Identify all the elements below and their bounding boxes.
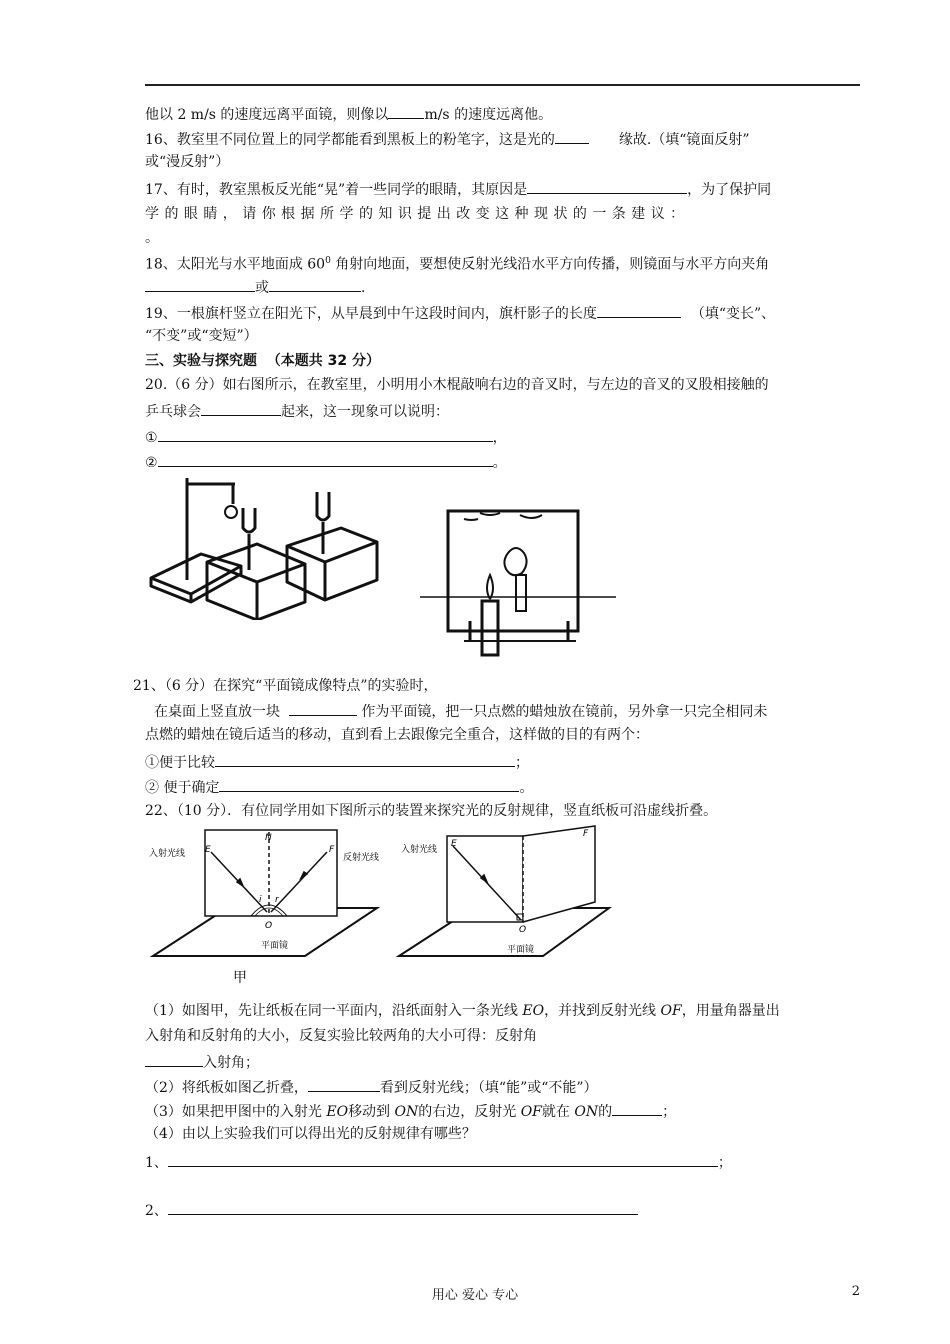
- incident-label-a: 入射光线: [149, 849, 186, 859]
- footer-text: 用心 爱心 专心: [431, 1288, 519, 1303]
- point-o-a: O: [265, 921, 273, 931]
- q16-line2: 或“漫反射”）: [145, 154, 230, 170]
- point-e-b: E: [451, 839, 457, 849]
- q20-item1: ① ，: [145, 427, 507, 447]
- q21-line1: 21、（6 分）在探究“平面镜成像特点”的实验时，: [133, 678, 438, 694]
- point-e-a: E: [205, 845, 211, 855]
- point-f-b: F: [583, 829, 589, 839]
- q22-p1-line1: （1）如图甲，先让纸板在同一平面内，沿纸面射入一条光线 EO，并找到反射光线 OF，用量角器量出: [145, 1003, 780, 1019]
- q20-item2: ② 。: [145, 452, 507, 472]
- caption-a: 甲: [233, 970, 247, 986]
- q22-p3: （3）如果把甲图中的入射光 EO移动到 ON的右边，反射光 OF就在 ON的 ；: [145, 1101, 676, 1121]
- candle-mirror-figure: [420, 505, 620, 665]
- reflected-label-a: 反射光线: [343, 853, 380, 863]
- q18-line2: 或 .: [145, 277, 365, 297]
- page-number: 2: [851, 1284, 860, 1299]
- q22-p2: （2）将纸板如图乙折叠， 看到反射光线；（填“能”或“不能”）: [145, 1077, 598, 1097]
- q17-line2: 学 的 眼 睛 ， 请 你 根 据 所 学 的 知 识 提 出 改 变 这 种 现 状 的 一 条 建 议 ：: [145, 206, 685, 222]
- q17-line1: 17、有时，教室黑板反光能“晃”着一些同学的眼睛，其原因是 ，为了保护同: [145, 179, 771, 199]
- point-o-b: O: [519, 925, 527, 935]
- q21-line3: 点燃的蜡烛在镜后适当的移动，直到看上去跟像完全重合，这样做的目的有两个：: [145, 727, 649, 743]
- q20-line2: 乒乓球会 起来，这一现象可以说明：: [145, 401, 449, 421]
- q22-p1-line3: 入射角；: [145, 1052, 259, 1072]
- reflection-figure-b: [395, 822, 615, 972]
- q22-line1: 22、（10 分）．有位同学用如下图所示的装置来探究光的反射规律，竖直纸板可沿虚线折叠。: [145, 803, 718, 819]
- q22-answer2: 2、: [145, 1200, 638, 1220]
- q22-p4: （4）由以上实验我们可以得出光的反射规律有哪些？: [145, 1126, 476, 1142]
- q15-continuation: 他以 2 m/s 的速度远离平面镜，则像以 m/s 的速度远离他。: [145, 104, 552, 124]
- reflection-figure-a: [145, 822, 385, 987]
- q16-line1: 16、教室里不同位置上的同学都能看到黑板上的粉笔字，这是光的 缘故.（填“镜面反射”: [145, 129, 750, 149]
- point-f-a: F: [329, 845, 335, 855]
- q21-line2: 在桌面上竖直放一块 作为平面镜，把一只点燃的蜡烛放在镜前，另外拿一只完全相同未: [154, 701, 767, 721]
- q22-answer1: 1、 ；: [145, 1152, 732, 1172]
- angle-r: r: [275, 895, 279, 905]
- angle-i: i: [259, 895, 262, 905]
- q22-p1-line2: 入射角和反射角的大小，反复实验比较两角的大小可得：反射角: [145, 1028, 537, 1044]
- point-n-a: N: [265, 833, 272, 843]
- header-rule: [145, 84, 860, 86]
- q19-line1: 19、一根旗杆竖立在阳光下，从早晨到中午这段时间内，旗杆影子的长度 （填“变长”、: [145, 303, 775, 323]
- incident-label-b: 入射光线: [401, 845, 438, 855]
- q19-line2: “不变”或“变短”）: [145, 328, 258, 344]
- mirror-label-a: 平面镜: [261, 941, 289, 951]
- section3-title: 三、实验与探究题 （本题共 32 分）: [145, 353, 380, 369]
- q18-line1: 18、太阳光与水平地面成 $60^0$ 角射向地面，要想使反射光线沿水平方向传播，则镜面与水平方向夹角: [145, 256, 770, 273]
- q17-line3: 。: [145, 230, 159, 246]
- q21-item2: ② 便于确定 。: [145, 777, 533, 797]
- mirror-label-b: 平面镜: [507, 945, 535, 955]
- q20-line1: 20.（6 分）如右图所示，在教室里，小明用小木棍敲响右边的音叉时，与左边的音叉的叉股相接触的: [145, 377, 769, 393]
- tuning-fork-figure: [145, 470, 405, 620]
- q21-item1: ①便于比较 ；: [145, 752, 529, 772]
